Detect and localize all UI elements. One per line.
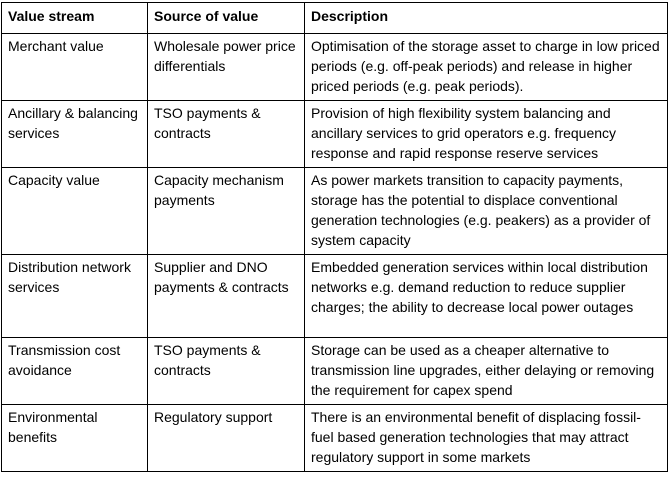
source-of-value-cell: Regulatory support (148, 405, 305, 472)
header-source-of-value: Source of value (148, 3, 305, 34)
table-row (2, 405, 668, 472)
description-cell: Optimisation of the storage asset to charge in low priced periods (e.g. off-peak periods) and release in higher priced periods (e.g. peak periods). (305, 34, 668, 101)
header-description: Description (305, 3, 668, 34)
description-cell: There is an environmental benefit of displacing fossil-fuel based generation technologies that may attract regulatory support in some markets (305, 405, 668, 472)
source-of-value-cell: TSO payments & contracts (148, 338, 305, 405)
value-stream-cell: Distribution network services (2, 255, 148, 338)
value-stream-cell: Capacity value (2, 168, 148, 255)
table-header (2, 3, 668, 34)
table-row (2, 255, 668, 338)
table-row (2, 34, 668, 101)
source-of-value-cell: Supplier and DNO payments & contracts (148, 255, 305, 338)
header-value-stream: Value stream (2, 3, 148, 34)
description-cell: Storage can be used as a cheaper alternative to transmission line upgrades, either delaying or removing the requirement for capex spend (305, 338, 668, 405)
table-row (2, 168, 668, 255)
description-cell: Embedded generation services within local distribution networks e.g. demand reduction to reduce supplier charges; the ability to decrease local power outages (305, 255, 668, 338)
table-row (2, 338, 668, 405)
value-stream-cell: Environmental benefits (2, 405, 148, 472)
table-row (2, 101, 668, 168)
source-of-value-cell: Capacity mechanism payments (148, 168, 305, 255)
description-cell: As power markets transition to capacity payments, storage has the potential to displace conventional generation technologies (e.g. peakers) as a provider of system capacity (305, 168, 668, 255)
value-stream-cell: Merchant value (2, 34, 148, 101)
value-stream-cell: Transmission cost avoidance (2, 338, 148, 405)
description-cell: Provision of high flexibility system balancing and ancillary services to grid operators e.g. frequency response and rapid response reserve services (305, 101, 668, 168)
source-of-value-cell: TSO payments & contracts (148, 101, 305, 168)
header-row (2, 3, 668, 34)
value-streams-table (1, 2, 668, 472)
source-of-value-cell: Wholesale power price differentials (148, 34, 305, 101)
value-stream-cell: Ancillary & balancing services (2, 101, 148, 168)
table-body (2, 34, 668, 472)
